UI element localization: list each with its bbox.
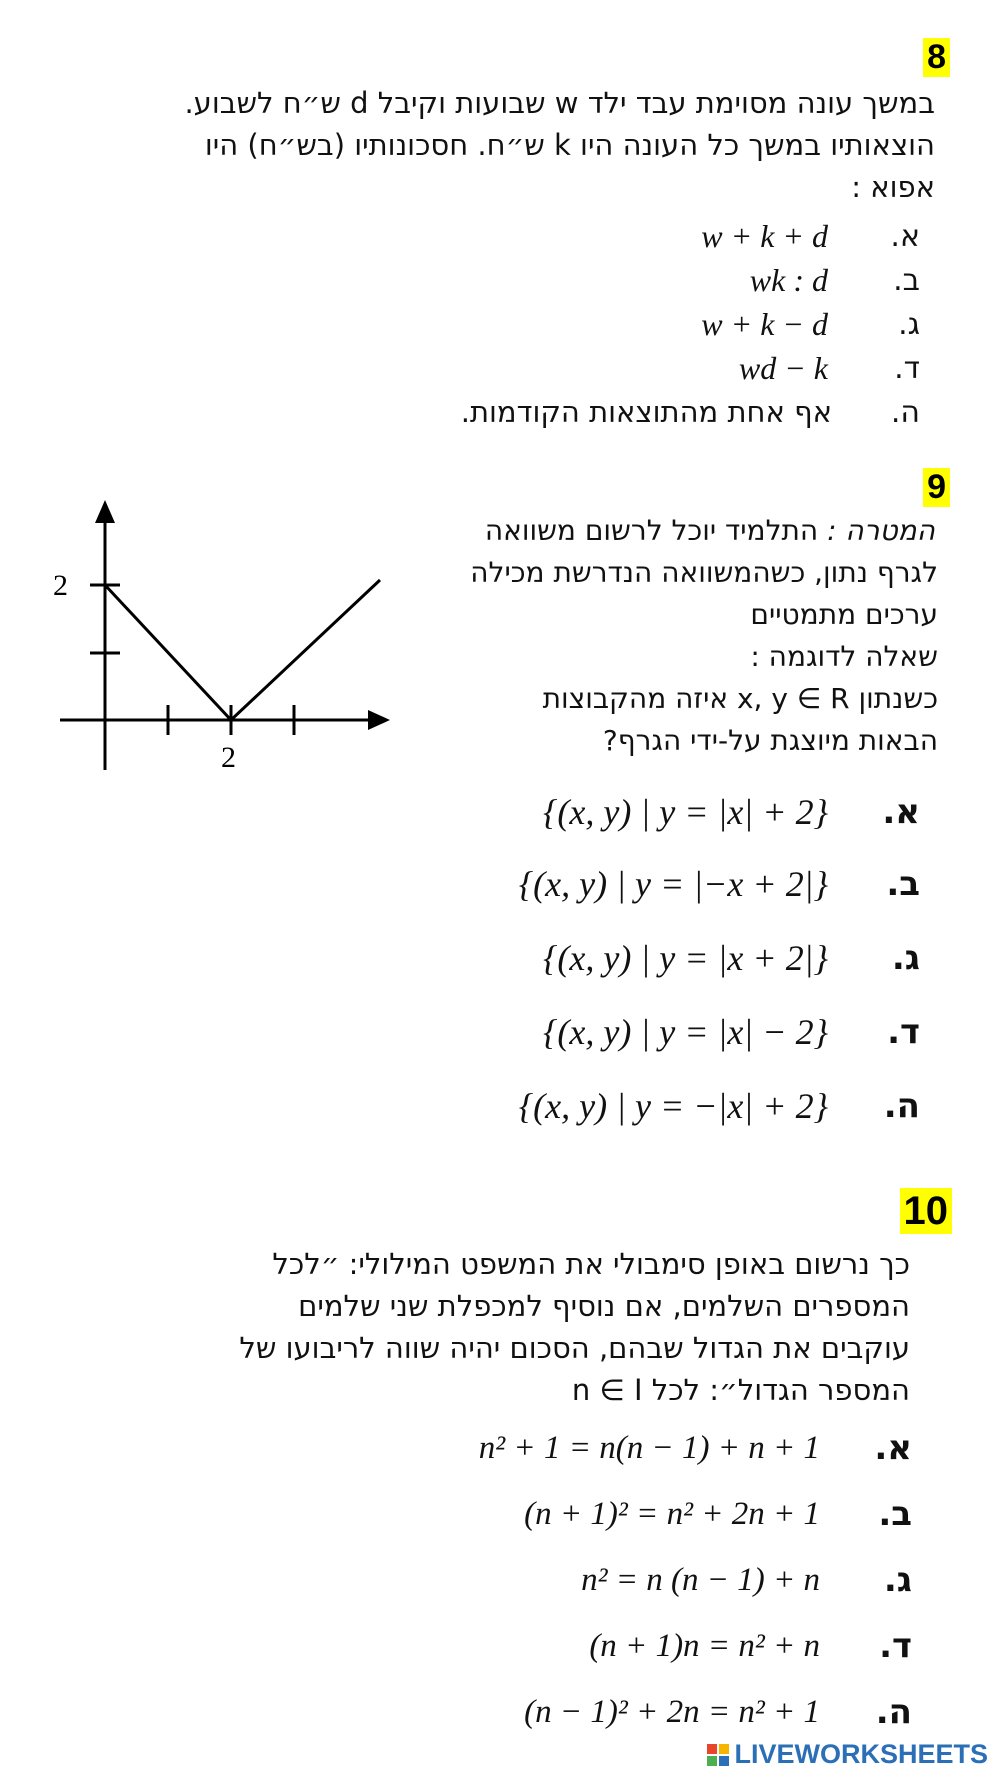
question-10-text-line-2: המספרים השלמים, אם נוסיף למכפלת שני שלמים (298, 1289, 910, 1323)
q9-option-c[interactable] (543, 936, 920, 980)
option-expression: n² = n (n − 1) + n (581, 1561, 820, 1598)
q8-option-e[interactable] (461, 390, 920, 434)
x-axis-label-2: 2 (221, 741, 236, 774)
option-label: ג. (883, 1560, 912, 1600)
q8-option-d[interactable] (739, 346, 920, 390)
option-label: ה. (875, 1692, 912, 1732)
question-10-text-line-3: עוקבים את הגדול שבהם, הסכום יהיה שווה לריבועו של (239, 1331, 910, 1365)
q8-option-b[interactable] (750, 258, 920, 302)
q8-option-a[interactable] (701, 214, 920, 258)
q10-option-e[interactable] (524, 1690, 912, 1734)
option-label: ג. (898, 306, 920, 342)
question-9-text-line-5: כשנתון x, y ∈ R איזה מהקבוצות (542, 682, 938, 715)
option-expression: wk : d (749, 261, 828, 298)
question-9-number: 9 (923, 468, 950, 507)
option-expression: {(x, y) | y = |x| + 2} (543, 792, 828, 832)
liveworksheets-brand (707, 1739, 988, 1770)
q9-option-d[interactable] (543, 1010, 920, 1054)
brand-text: LIVEWORKSHEETS (734, 1739, 988, 1769)
option-label: ד. (894, 350, 920, 386)
question-9-text-line-4: שאלה לדוגמה : (750, 640, 938, 673)
option-expression: n² + 1 = n(n − 1) + n + 1 (478, 1429, 820, 1466)
option-label: א. (890, 218, 920, 254)
option-expression: w + k − d (701, 305, 828, 342)
option-expression: wd − k (738, 349, 828, 386)
option-expression: (n + 1)n = n² + n (589, 1627, 820, 1664)
option-label: ב. (893, 262, 920, 298)
q9-option-b[interactable] (519, 862, 920, 906)
option-expression: (n − 1)² + 2n = n² + 1 (524, 1693, 820, 1730)
q10-option-a[interactable] (479, 1426, 912, 1470)
question-9-text-line-3: ערכים מתמטיים (750, 598, 938, 631)
option-label: א. (874, 1428, 912, 1468)
question-8-text-line-2: הוצאותיו במשך כל העונה היו k ש״ח. חסכונותיו (בש״ח) היו (204, 128, 935, 162)
question-8-text-line-3: אפוא : (851, 170, 935, 204)
option-label: ב. (878, 1494, 912, 1534)
option-expression: (n + 1)² = n² + 2n + 1 (524, 1495, 820, 1532)
question-8-number: 8 (923, 38, 950, 77)
option-label: ד. (887, 1012, 920, 1052)
question-10-text-line-1: כך נרשום באופן סימבולי את המשפט המילולי: ״לכל (272, 1247, 910, 1281)
option-expression: {(x, y) | y = |x| − 2} (543, 1012, 828, 1052)
goal-label: המטרה : (827, 514, 935, 547)
option-label: ד. (879, 1626, 912, 1666)
absolute-value-graph (50, 495, 390, 775)
question-8-text-line-1: במשך עונה מסוימת עבד ילד w שבועות וקיבל d ש״ח לשבוע. (184, 86, 935, 120)
question-10-text-line-4: המספר הגדול״: לכל n ∈ I (571, 1373, 910, 1407)
liveworksheets-logo-icon (707, 1744, 729, 1766)
q8-option-c[interactable] (701, 302, 920, 346)
question-9-text-line-6: הבאות מיוצגת על-ידי הגרף? (602, 724, 938, 757)
q10-option-c[interactable] (581, 1558, 912, 1602)
q10-option-b[interactable] (524, 1492, 912, 1536)
graph-line (105, 580, 380, 720)
x-axis-arrow (368, 710, 390, 730)
option-text: אף אחת מהתוצאות הקודמות. (460, 395, 832, 429)
question-10-number: 10 (900, 1188, 953, 1234)
question-9-goal-line (485, 510, 935, 552)
question-9-text-line-2: לגרף נתון, כשהמשוואה הנדרשת מכילה (470, 556, 938, 589)
option-label: א. (882, 792, 920, 832)
q9-option-a[interactable] (543, 790, 920, 834)
option-label: ב. (886, 864, 920, 904)
option-expression: {(x, y) | y = |−x + 2|} (518, 864, 828, 904)
option-label: ה. (890, 394, 920, 430)
y-axis-arrow (95, 500, 115, 523)
option-label: ג. (891, 938, 920, 978)
y-axis-label-2: 2 (53, 569, 68, 602)
goal-text: התלמיד יוכל לרשום משוואה (484, 514, 819, 547)
option-expression: w + k + d (701, 217, 828, 254)
q9-option-e[interactable] (519, 1084, 920, 1128)
option-label: ה. (883, 1086, 920, 1126)
option-expression: {(x, y) | y = −|x| + 2} (518, 1086, 828, 1126)
option-expression: {(x, y) | y = |x + 2|} (543, 938, 828, 978)
q10-option-d[interactable] (589, 1624, 912, 1668)
